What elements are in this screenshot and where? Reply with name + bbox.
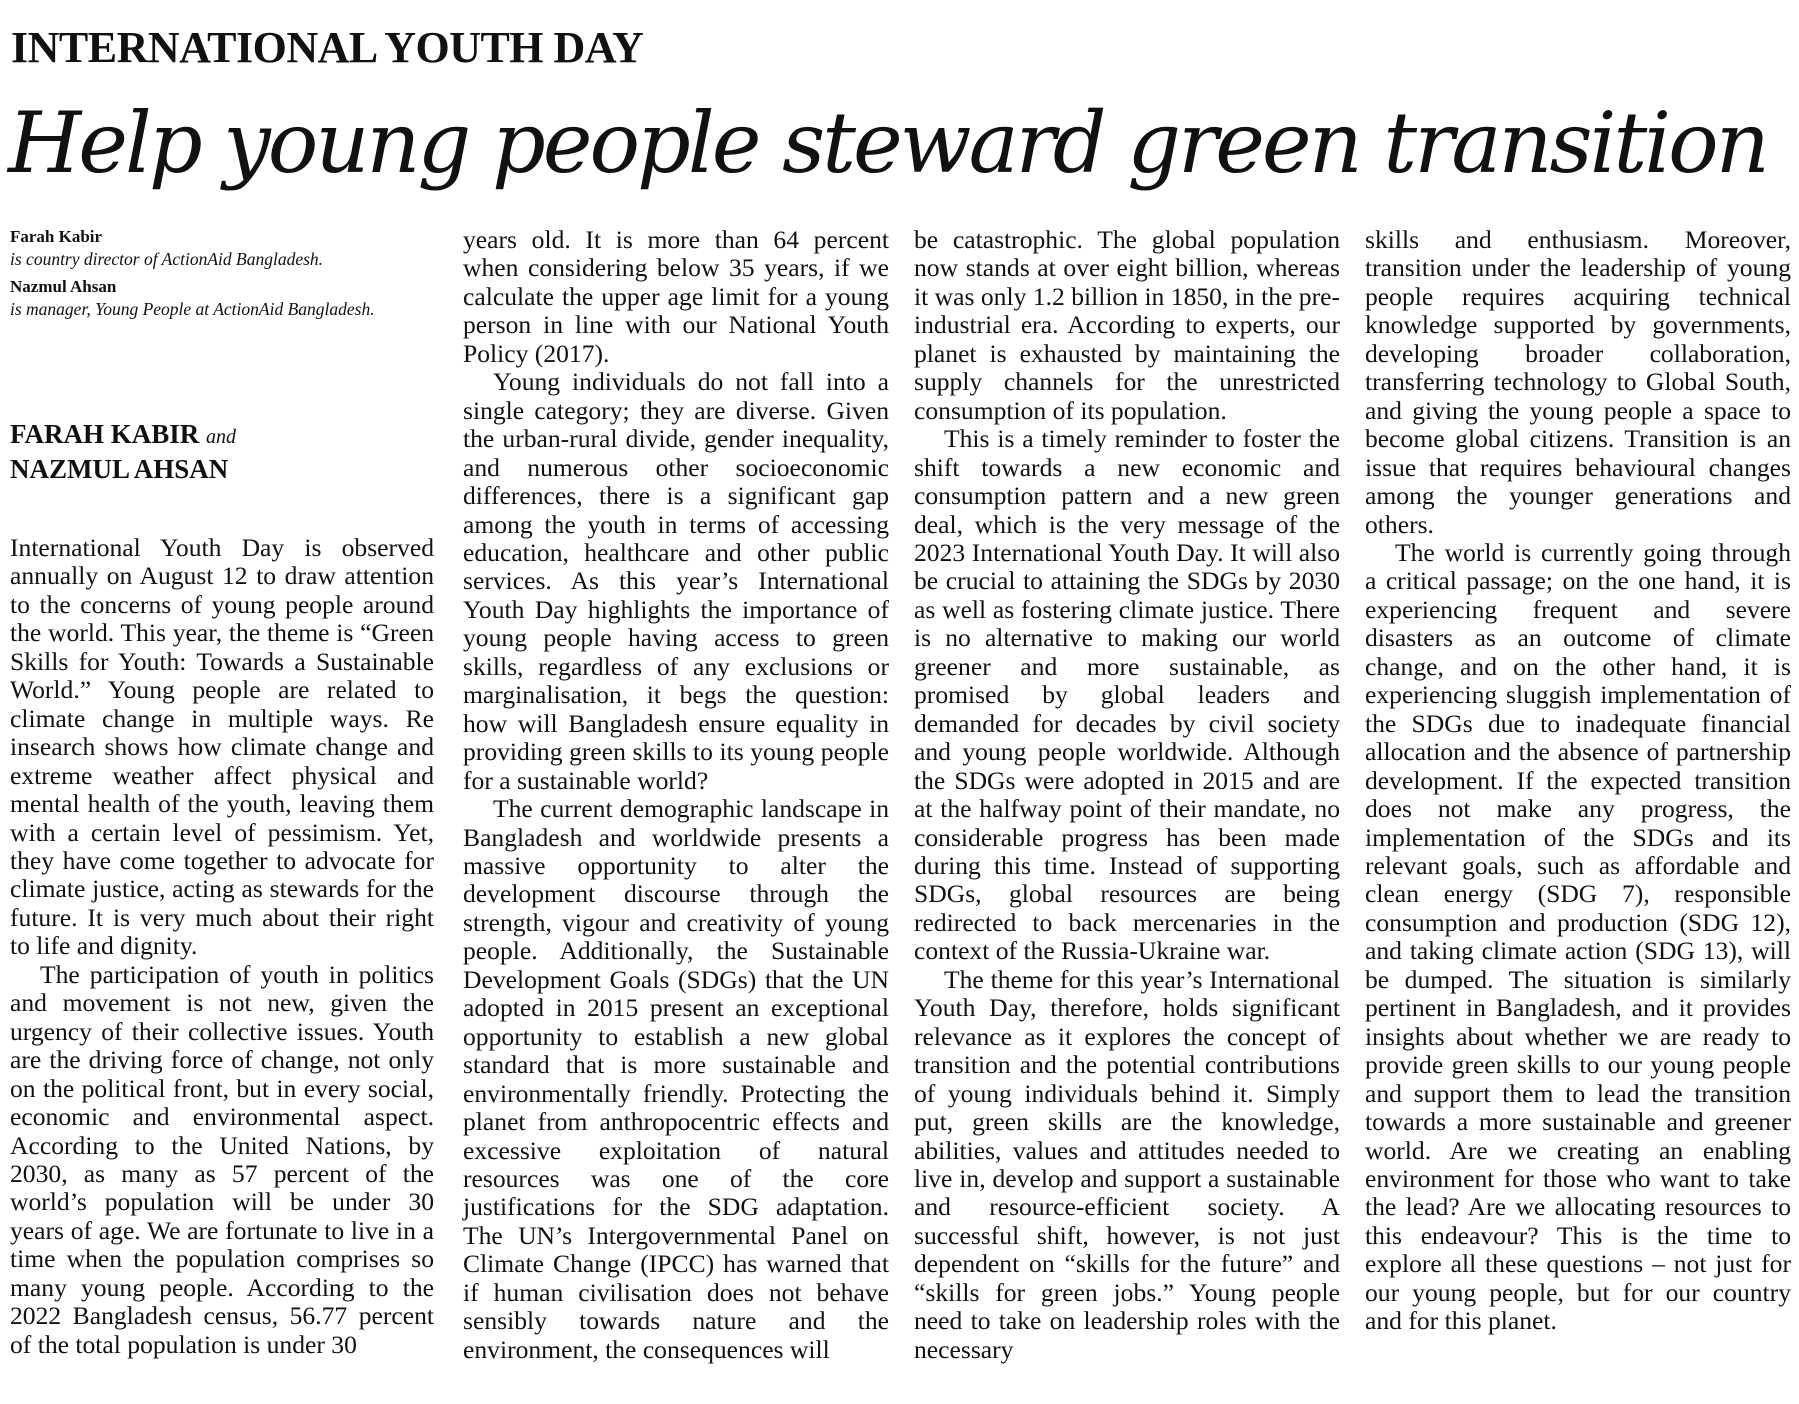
article-column-3 bbox=[914, 226, 1340, 1364]
article-paragraph: be catastrophic. The global population now stands at over eight billion, whereas it was only 1.2 billion in 1850, in the pre-industrial era. According to experts, our planet is exhausted by maintaining the supply channels for the unrestricted consumption of its population. bbox=[914, 225, 1340, 425]
author-bio-name: Farah Kabir bbox=[10, 227, 103, 246]
article-paragraph: The participation of youth in politics and movement is not new, given the urgency of their collective issues. Youth are the driving force of change, not only on the political front, but in every social, economic and environmental aspect. According to the United Nations, by 2030, as many as 57 percent of the world’s population will be under 30 years of age. We are fortunate to live in a time when the population comprises so many young people. According to the 2022 Bangladesh census, 56.77 percent of the total population is under 30 bbox=[10, 959, 434, 1359]
article-column-4 bbox=[1365, 226, 1791, 1336]
headline: Help young people steward green transition bbox=[8, 94, 1767, 192]
author-bio-text: is country director of ActionAid Bangladesh. bbox=[10, 249, 324, 269]
article-paragraph: years old. It is more than 64 percent when considering below 35 years, if we calculate the upper age limit for a young person in line with our National Youth Policy (2017). bbox=[463, 225, 889, 368]
article-column-1 bbox=[10, 534, 434, 1359]
article-paragraph: The theme for this year’s International Youth Day, therefore, holds significant relevance as it explores the concept of transition and the potential contributions of young individuals behind it. Simply put, green skills are the knowledge, abilities, values and attitudes needed to live in, develop and support a sustainable and resource-efficient society. A successful shift, however, is not just dependent on “skills for the future” and “skills for green jobs.” Young people need to take on leadership roles with the necessary bbox=[914, 964, 1340, 1364]
article-paragraph: The world is currently going through a critical passage; on the one hand, it is experiencing frequent and severe disasters as an outcome of climate change, and on the other hand, it is experiencing sluggish implementation of the SDGs due to inadequate financial allocation and the absence of partnership development. If the expected transition does not make any progress, the implementation of the SDGs and its relevant goals, such as affordable and clean energy (SDG 7), responsible consumption and production (SDG 12), and taking climate action (SDG 13), will be dumped. The situation is similarly pertinent in Bangladesh, and it provides insights about whether we are ready to provide green skills to our young people and support them to lead the transition towards a more sustainable and greener world. Are we creating an enabling environment for those who want to take the lead? Are we allocating resources to this endeavour? This is the time to explore all these questions – not just for our young people, but for our country and for this planet. bbox=[1365, 537, 1791, 1336]
article-column-2 bbox=[463, 226, 889, 1364]
article-paragraph: International Youth Day is observed annually on August 12 to draw attention to the concerns of young people around the world. This year, the theme is “Green Skills for Youth: Towards a Sustainable World.” Young people are related to climate change in multiple ways. Re insearch shows how climate change and extreme weather affect physical and mental health of the youth, leaving them with a certain level of pessimism. Yet, they have come together to advocate for climate justice, acting as stewards for the future. It is very much about their right to life and dignity. bbox=[10, 533, 434, 961]
byline-author-2: NAZMUL AHSAN bbox=[10, 454, 229, 484]
article-paragraph: skills and enthusiasm. Moreover, transition under the leadership of young people requires acquiring technical knowledge supported by governments, developing broader collaboration, transferring technology to Global South, and giving the young people a space to become global citizens. Transition is an issue that requires behavioural changes among the younger generations and others. bbox=[1365, 225, 1791, 539]
byline bbox=[10, 418, 434, 485]
article-paragraph: Young individuals do not fall into a single category; they are diverse. Given the urban-rural divide, gender inequality, and numerous other socioeconomic differences, there is a significant gap among the youth in terms of accessing education, healthcare and other public services. As this year’s International Youth Day highlights the importance of young people having access to green skills, regardless of any exclusions or marginalisation, it begs the question: how will Bangladesh ensure equality in providing green skills to its young people for a sustainable world? bbox=[463, 367, 889, 795]
byline-author-1: FARAH KABIR bbox=[10, 419, 200, 449]
author-bio-text: is manager, Young People at ActionAid Bangladesh. bbox=[10, 299, 375, 319]
article-paragraph: The current demographic landscape in Bangladesh and worldwide presents a massive opportunity to alter the development discourse through the strength, vigour and creativity of young people. Additionally, the Sustainable Development Goals (SDGs) that the UN adopted in 2015 present an exceptional opportunity to establish a new global standard that is more sustainable and environmentally friendly. Protecting the planet from anthropocentric effects and excessive exploitation of natural resources was one of the core justifications for the SDG adaptation. The UN’s Intergovernmental Panel on Climate Change (IPCC) has warned that if human civilisation does not behave sensibly towards nature and the environment, the consequences will bbox=[463, 794, 889, 1364]
article-paragraph: This is a timely reminder to foster the shift towards a new economic and consumption pattern and a new green deal, which is the very message of the 2023 International Youth Day. It will also be crucial to attaining the SDGs by 2030 as well as fostering climate justice. There is no alternative to making our world greener and more sustainable, as promised by global leaders and demanded for decades by civil society and young people worldwide. Although the SDGs were adopted in 2015 and are at the halfway point of their mandate, no considerable progress has been made during this time. Instead of supporting SDGs, global resources are being redirected to back mercenaries in the context of the Russia-Ukraine war. bbox=[914, 424, 1340, 966]
author-bio-name: Nazmul Ahsan bbox=[10, 277, 117, 296]
byline-conjunction: and bbox=[206, 426, 237, 448]
author-bios bbox=[10, 226, 434, 326]
section-label: INTERNATIONAL YOUTH DAY bbox=[11, 23, 644, 72]
